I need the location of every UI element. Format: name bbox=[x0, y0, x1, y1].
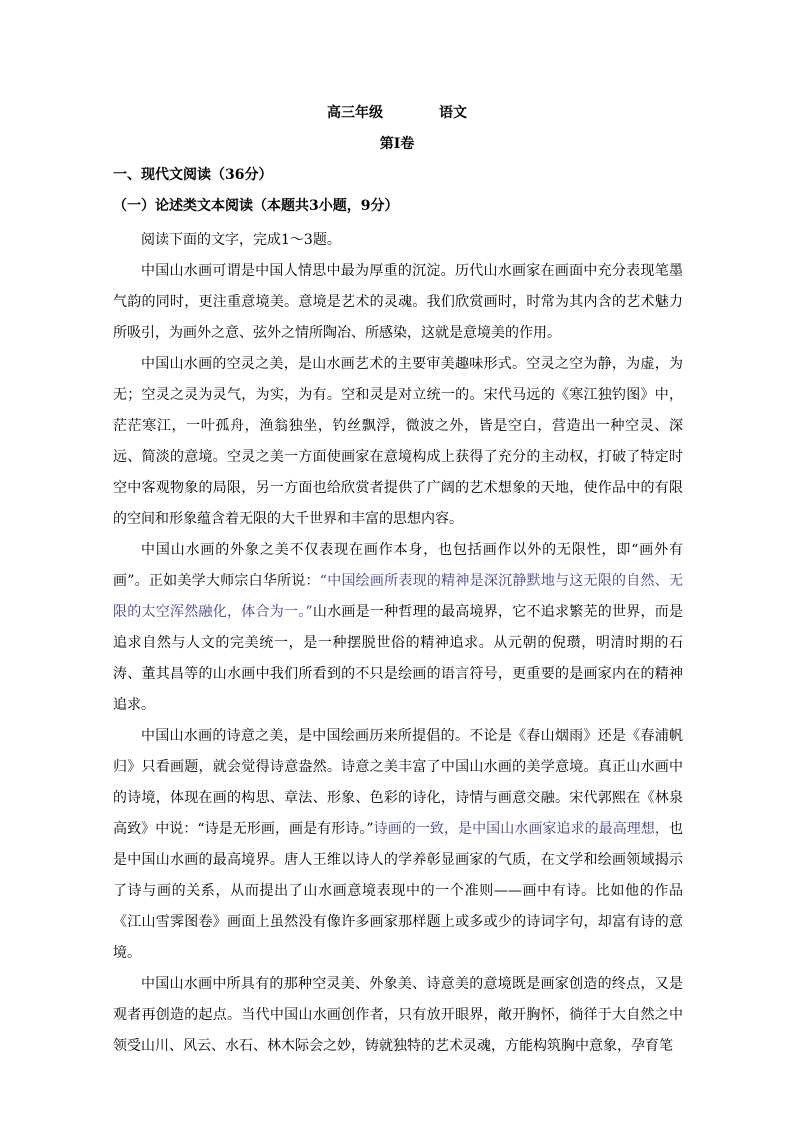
section-heading: 一、现代文阅读（36分） bbox=[113, 167, 273, 183]
reading-passage bbox=[113, 225, 683, 1062]
paragraph-4-text-a: 中国山水画的诗意之美，是中国绘画历来所提倡的。不论是《春山烟雨》还是《春浦帆归》只看画题，就会觉得诗意盎然。诗意之美丰富了中国山水画的美学意境。真正山水画中的诗境，体现在画的构思、章法、形象、色彩的诗化，诗情与画意交融。宋代郭熙在《林泉高致》中说：“诗是无形画，画是有形诗。” bbox=[113, 728, 683, 837]
subject-label: 语文 bbox=[439, 105, 467, 121]
paragraph-5: 中国山水画中所具有的那种空灵美、外象美、诗意美的意境既是画家创造的终点，又是观者再创造的起点。当代中国山水画创作者，只有放开眼界，敞开胸怀，徜徉于大自然之中领受山川、风云、水石、林木际会之妙，铸就独特的艺术灵魂，方能构筑胸中意象，孕育笔 bbox=[113, 976, 683, 1054]
subsection-heading: （一）论述类文本阅读（本题共3小题，9分） bbox=[113, 198, 399, 214]
poetry-painting-highlight: 诗画的一致，是中国山水画家追求的最高理想， bbox=[373, 821, 669, 837]
zong-baihua-quote: “中国绘画所表现的精神是深沉静默地与这无限的自然、无限的太空浑然融化，体合为一。” bbox=[113, 573, 683, 620]
exam-header bbox=[0, 104, 794, 122]
paragraph-3-text-b: 山水画是一种哲理的最高境界，它不追求繁芜的世界，而是追求自然与人文的完美统一，是一种摆脱世俗的精神追求。从元朝的倪瓒，明清时期的石涛、董其昌等的山水画中我们所看到的不只是绘画的语言符号，更重要的是画家内在的精神追求。 bbox=[113, 604, 683, 713]
paragraph-2: 中国山水画的空灵之美，是山水画艺术的主要审美趣味形式。空灵之空为静，为虚，为无；空灵之灵为灵气，为实，为有。空和灵是对立统一的。宋代马远的《寒江独钓图》中，茫茫寒江，一叶孤舟，渔翁独坐，钓丝飘浮，微波之外，皆是空白，营造出一种空灵、深远、简淡的意境。空灵之美一方面使画家在意境构成上获得了充分的主动权，打破了特定时空中客观物象的局限，另一方面也给欣赏者提供了广阔的艺术想象的天地，使作品中的有限的空间和形象蕴含着无限的大千世界和丰富的思想内容。 bbox=[113, 356, 683, 527]
paragraph-1: 中国山水画可谓是中国人情思中最为厚重的沉淀。历代山水画家在画面中充分表现笔墨气韵的同时，更注重意境美。意境是艺术的灵魂。我们欣赏画时，时常为其内含的艺术魅力所吸引，为画外之意、弦外之情所陶冶、所感染，这就是意境美的作用。 bbox=[113, 263, 683, 341]
grade-label: 高三年级 bbox=[327, 105, 383, 121]
paragraph-3-text-a: 中国山水画的外象之美不仅表现在画作本身，也包括画作以外的无限性，即“画外有画”。正如美学大师宗白华所说： bbox=[113, 542, 683, 589]
paragraph-4 bbox=[113, 721, 683, 969]
paragraph-3 bbox=[113, 535, 683, 721]
paragraph-4-text-b: 也是中国山水画的最高境界。唐人王维以诗人的学养彰显画家的气质，在文学和绘画领域揭示了诗与画的关系，从而提出了山水画意境表现中的一个准则——画中有诗。比如他的作品《江山雪霁图卷》画面上虽然没有像许多画家那样题上或多或少的诗词字句，却富有诗的意境。 bbox=[113, 821, 683, 961]
volume-label: 第I卷 bbox=[379, 136, 415, 152]
instruction-text: 阅读下面的文字，完成1～3题。 bbox=[141, 232, 341, 248]
